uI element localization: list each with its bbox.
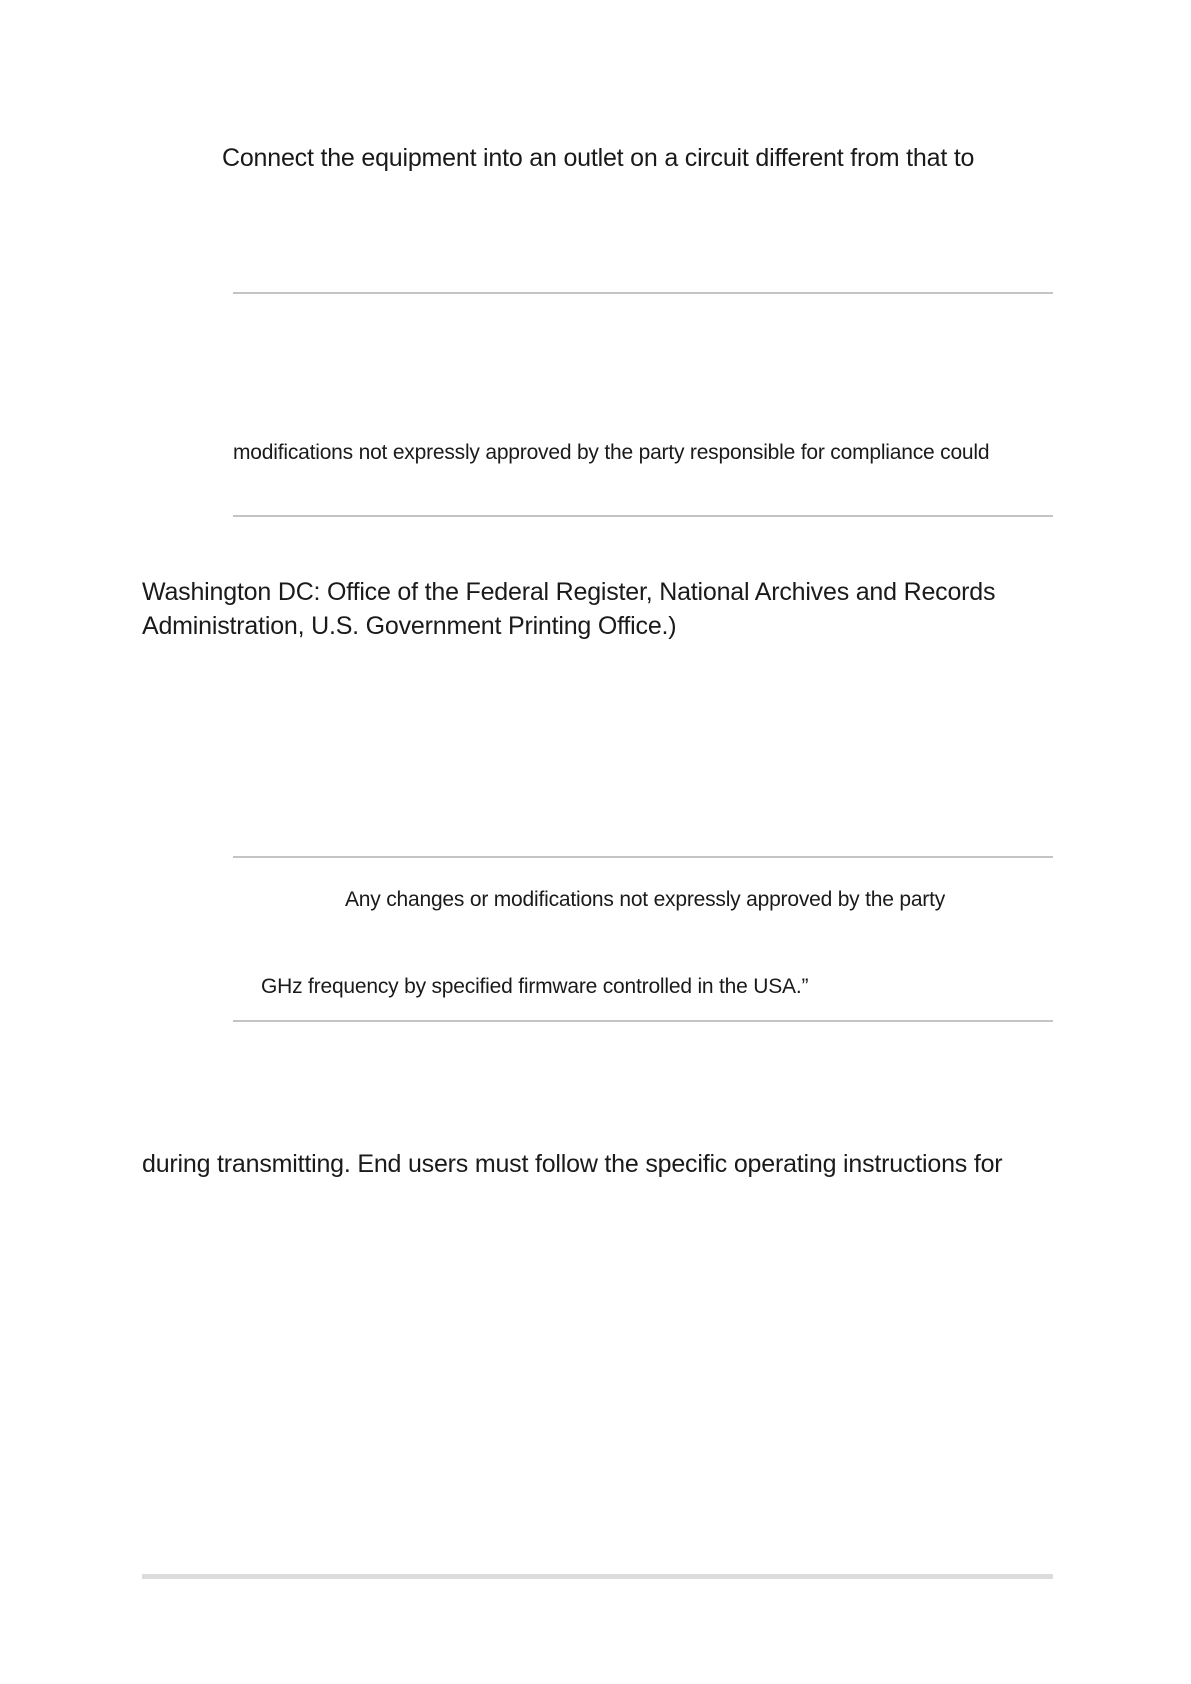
- divider-rule: [233, 856, 1053, 858]
- divider-rule: [233, 292, 1053, 294]
- divider-rule: [233, 1020, 1053, 1022]
- footer-rule: [142, 1574, 1053, 1579]
- text-line-citation-administration: Administration, U.S. Government Printing Office.): [142, 612, 677, 640]
- text-line-connect-equipment: Connect the equipment into an outlet on a circuit different from that to: [222, 144, 975, 172]
- text-line-during-transmitting: during transmitting. End users must follow the specific operating instructions for: [142, 1150, 1003, 1178]
- text-line-modifications-compliance: modifications not expressly approved by the party responsible for compliance could: [233, 441, 990, 464]
- divider-rule: [233, 515, 1053, 517]
- text-line-citation-washington: Washington DC: Office of the Federal Register, National Archives and Records: [142, 578, 996, 606]
- text-line-ghz-frequency: GHz frequency by specified firmware controlled in the USA.”: [261, 975, 809, 998]
- text-line-any-changes: Any changes or modifications not expressly approved by the party: [345, 888, 946, 911]
